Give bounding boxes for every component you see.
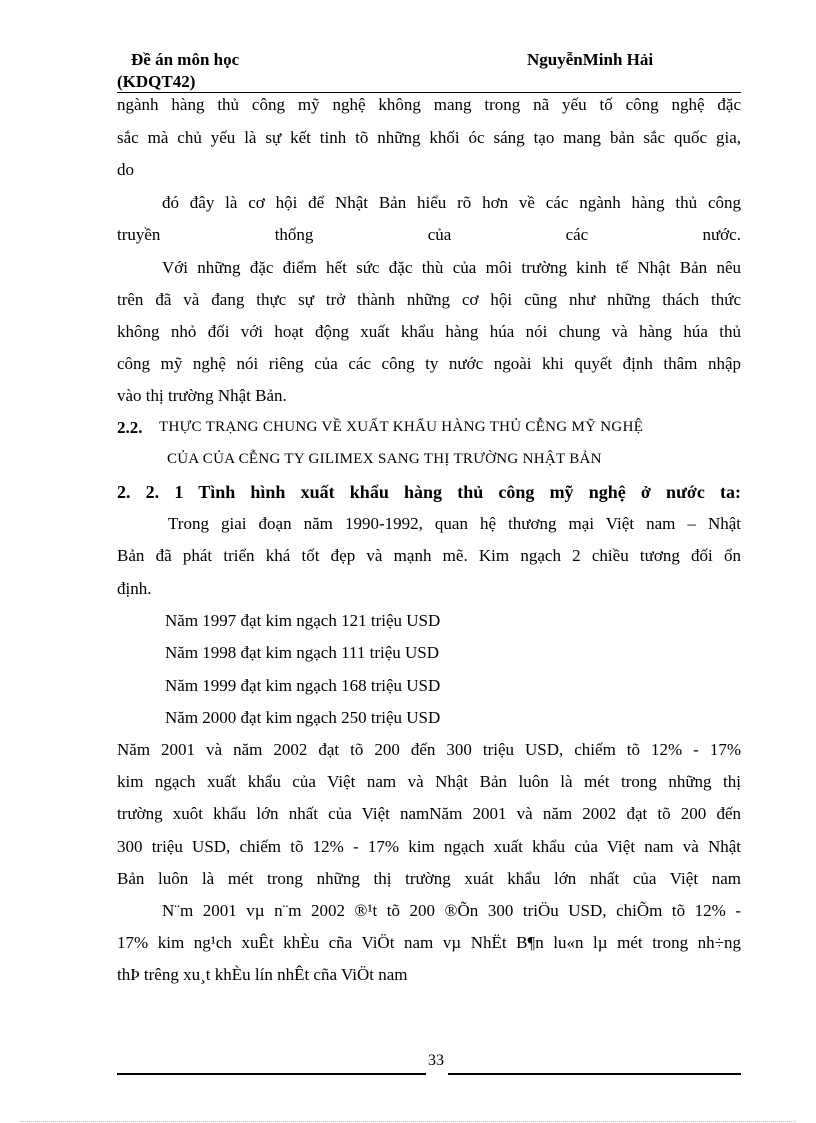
body-line: Trong giai đoạn năm 1990-1992, quan hệ thương mại Việt nam – Nhật <box>168 514 741 533</box>
page-bottom-border <box>20 1121 796 1122</box>
body-line: định. <box>117 579 152 598</box>
footer-rule-right <box>448 1073 741 1075</box>
header-author-name: NguyễnMinh Hải <box>527 50 654 69</box>
body-line: vào thị trường Nhật Bản. <box>117 386 287 405</box>
garbled-line: 17% kim ng¹ch xuÊt khÈu cña ViÖt nam vµ NhËt B¶n lu«n lµ mét trong nh÷ng <box>117 933 741 952</box>
body-line: kim ngạch xuất khẩu của Việt nam và Nhật Bản luôn là mét trong những thị <box>117 772 741 791</box>
body-line: Với những đặc điểm hết sức đặc thù của môi trường kinh tế Nhật Bản nêu <box>162 258 741 277</box>
header-class-code: (KDQT42) <box>117 72 196 91</box>
body-line: Bản luôn là mét trong những thị trường xuát khẩu lớn nhất của Việt nam <box>117 869 741 888</box>
body-line: không nhỏ đối với hoạt động xuất khẩu hàng húa nói chung và hàng húa thủ <box>117 322 741 341</box>
section-number: 2.2. <box>117 418 143 437</box>
header-course-title: Đề án môn học <box>131 50 240 69</box>
year-item: Năm 1998 đạt kim ngạch 111 triệu USD <box>165 643 440 662</box>
year-item: Năm 2000 đạt kim ngạch 250 triệu USD <box>165 708 441 727</box>
footer-rule-left <box>117 1073 426 1075</box>
year-item: Năm 1997 đạt kim ngạch 121 triệu USD <box>165 611 441 630</box>
header-rule <box>117 92 741 93</box>
body-line-spread <box>117 225 741 245</box>
body-line: Năm 2001 và năm 2002 đạt tõ 200 đến 300 triệu USD, chiếm tõ 12% - 17% <box>117 740 741 759</box>
garbled-line: thÞ trêng xu¸t khÈu lín nhÊt cña ViÖt nam <box>117 965 408 984</box>
body-line: đó đây là cơ hội để Nhật Bản hiểu rõ hơn về các ngành hàng thủ công <box>162 193 741 212</box>
body-line: Bản đã phát triển khá tốt đẹp và mạnh mẽ. Kim ngạch 2 chiều tương đối ổn <box>117 546 741 565</box>
word: thống <box>274 225 314 244</box>
body-line: trên đã và đang thực sự trở thành những cơ hội cũng như những thách thức <box>117 290 741 309</box>
body-line: do <box>117 160 134 179</box>
word: truyền <box>117 225 161 244</box>
word: nước. <box>702 225 741 244</box>
body-line: 300 triệu USD, chiếm tõ 12% - 17% kim ngạch xuất khẩu của Việt nam và Nhật <box>117 837 741 856</box>
year-item: Năm 1999 đạt kim ngạch 168 triệu USD <box>165 676 441 695</box>
body-line: trường xuôt khẩu lớn nhất của Việt namNăm 2001 và năm 2002 đạt tõ 200 đến <box>117 804 741 823</box>
section-title-line1: THỰC TRẠNG CHUNG VỀ XUẤT KHẨU HÀNG THỦ CỄNG MỸ NGHỆ <box>159 419 644 435</box>
body-line: sắc mà chủ yếu là sự kết tinh tõ những khối óc sáng tạo mang bản sắc quốc gia, <box>117 128 741 147</box>
word: các <box>565 225 589 244</box>
body-line: công mỹ nghệ nói riêng của các công ty nước ngoài khi quyết định thâm nhập <box>117 354 741 373</box>
word: của <box>427 225 452 244</box>
page-number: 33 <box>428 1052 444 1069</box>
subsection-heading: 2. 2. 1 Tình hình xuất khẩu hàng thủ công mỹ nghệ ở nước ta: <box>117 482 741 502</box>
garbled-line: N¨m 2001 vµ n¨m 2002 ®¹t tõ 200 ®Õn 300 triÖu USD, chiÕm tõ 12% - <box>162 901 741 920</box>
body-line: ngành hàng thủ công mỹ nghệ không mang trong nã yếu tố công nghệ đặc <box>117 95 741 114</box>
section-title-line2: CỦA CỦA CỄNG TY GILIMEX SANG THỊ TRƯỜNG NHẬT BẢN <box>167 451 602 467</box>
